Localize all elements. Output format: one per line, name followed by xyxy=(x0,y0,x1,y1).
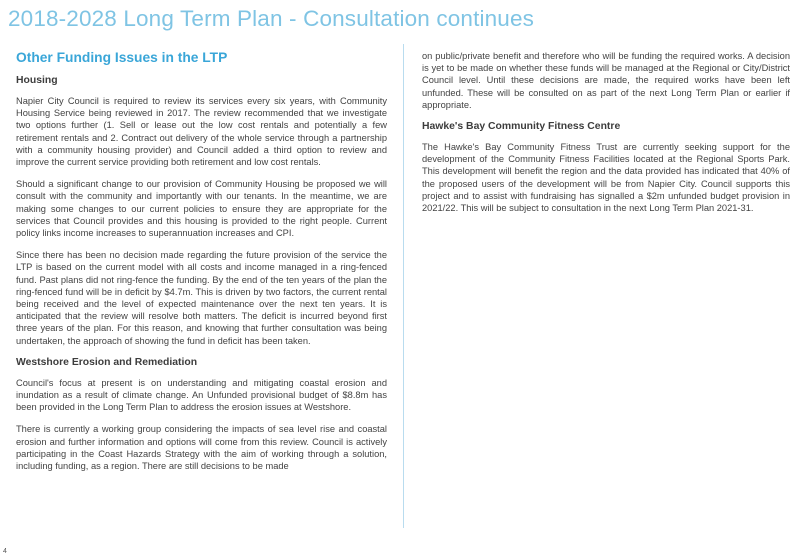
right-column xyxy=(422,50,790,224)
fitness-centre-paragraph: The Hawke's Bay Community Fitness Trust are currently seeking support for the development of the Community Fitness Facilities located at the Regional Sports Park. This development will benefit the region and the data provided has indicated that 40% of the proposed users of the development will be from Napier City. Council supports this project and to assist with fundraising has signalled a $2m unfunded budget provision in 2021/22. This will be subject to consultation in the next Long Term Plan 2021-31. xyxy=(422,142,790,214)
page-title: 2018-2028 Long Term Plan - Consultation continues xyxy=(8,6,535,31)
column-divider xyxy=(403,44,404,528)
westshore-heading: Westshore Erosion and Remediation xyxy=(16,356,198,368)
housing-paragraph-2: Should a significant change to our provision of Community Housing be proposed we will consult with the community and importantly with our tenants. In the meantime, we are making some changes to our current policies to ensure they are appropriate for the services that Council provides and this housing is provided to the right people. Current policy links income increases to superannuation increases and CPI. xyxy=(16,179,387,239)
housing-paragraph-1: Napier City Council is required to review its services every six years, with Community Housing Service being reviewed in 2017. The review recommended that we investigate two options further (1. Sell or lease out the low cost rentals and potentially a few retirement rentals and 2. Contract out delivery of the whole service through a partnership with a community housing provider) and Council added a third option to review and improve the current service providing both retirement and low cost rentals. xyxy=(16,96,387,168)
page-number: 4 xyxy=(3,548,7,555)
westshore-paragraph-2: There is currently a working group considering the impacts of sea level rise and coastal erosion and further information and options will come from this review. Council is actively participating in the Coast Hazards Strategy with the aim of working through a solution, including funding, as a region. There are still decisions to be made xyxy=(16,424,387,472)
westshore-continued-paragraph: on public/private benefit and therefore who will be funding the required works. A decision is yet to be made on whether these funds will be managed at the Regional or City/District Council level. Until these decisions are made, the required works have been left unfunded. These will be consulted on as part of the next Long Term Plan or earlier if appropriate. xyxy=(422,51,790,110)
fitness-centre-heading: Hawke's Bay Community Fitness Centre xyxy=(422,121,621,133)
housing-paragraph-3: Since there has been no decision made regarding the future provision of the service the LTP is based on the current model with all costs and income managed in a ring-fenced fund. Past plans did not ring-fence the funding. By the end of the ten years of the plan the ring-fenced fund will be in deficit by $4.7m. This is driven by two factors, the current rental being received and the level of expected maintenance over the next ten years. It is anticipated that the review will resolve both matters. The deficit is incurred beyond first three years of the plan. For this reason, and knowing that further consultation was being undertaken, the approach of showing the fund in deficit has been taken. xyxy=(16,250,387,346)
left-column xyxy=(16,50,387,482)
section-title: Other Funding Issues in the LTP xyxy=(16,50,228,65)
westshore-paragraph-1: Council's focus at present is on understanding and mitigating coastal erosion and inundation as a result of climate change. An Unfunded provisional budget of $8.8m has been provided in the Long Term Plan to address the erosion issues at Westshore. xyxy=(16,377,387,413)
housing-heading: Housing xyxy=(16,75,58,86)
